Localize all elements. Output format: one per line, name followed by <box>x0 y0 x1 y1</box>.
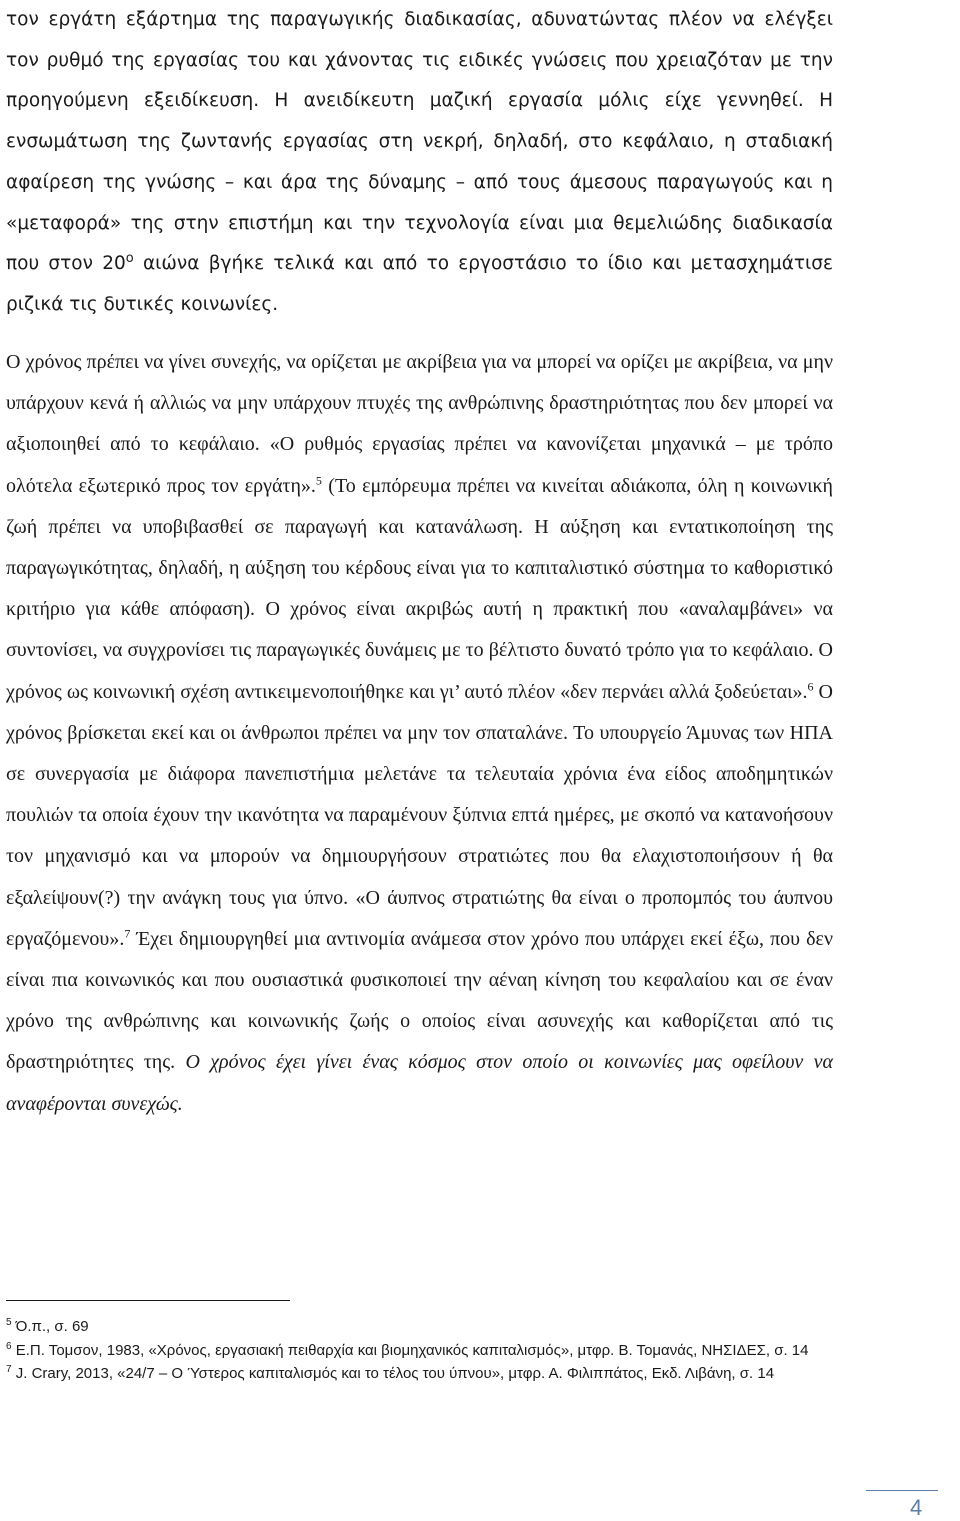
footnote-ref-6[interactable]: 6 <box>807 678 814 693</box>
paragraph-1-line-2: τον ρυθμό της εργασίας του και χάνοντας τις ειδικές γνώσεις που χρειαζόταν με την <box>6 49 833 71</box>
footnote-5 <box>6 1315 833 1339</box>
footnote-7 <box>6 1362 833 1386</box>
footnote-number-7: 7 <box>6 1364 12 1375</box>
footnote-text-5: Ό.π., σ. 69 <box>11 1318 89 1335</box>
footnotes <box>6 1315 833 1386</box>
paragraph-1-line-1: τον εργάτη εξάρτημα της παραγωγικής διαδικασίας, αδυνατώντας πλέον να ελέγξει <box>6 9 833 30</box>
footnote-number-5: 5 <box>6 1317 12 1328</box>
paragraph-1-line-7-end: αιώνα βγήκε τελικά και από το εργοστάσιο το ίδιο και μετασχημάτισε <box>133 253 834 275</box>
footnote-ref-7[interactable]: 7 <box>124 926 131 941</box>
paragraph-2-italic-end: Ο χρόνος έχει γίνει ένας κόσμος στον οποίο οι κοινωνίες μας οφείλουν να αναφέρονται συνεχώς. <box>6 1051 833 1115</box>
paragraph-1-line-8: ριζικά τις δυτικές κοινωνίες. <box>6 293 279 315</box>
page-number: 4 <box>910 1495 923 1520</box>
footnote-ref-5[interactable]: 5 <box>315 472 322 487</box>
paragraph-1-line-7-start: που στον 20 <box>6 253 126 275</box>
paragraph-2-part-4: Έχει δημιουργηθεί μια αντινομία ανάμεσα στον χρόνο που υπάρχει εκεί έξω, που δεν είναι πια κοινωνικός και που ουσιαστικά φυσικοποιεί την αέναη κίνηση του κεφαλαίου και σε έναν χρόνο της ανθρώπινης και κοινωνικής ζωής ο οποίος είναι ασυνεχής και καθορίζεται από τις δραστηριότητες της. <box>6 927 833 1074</box>
paragraph-1 <box>6 0 833 326</box>
paragraph-2-part-1: Ο χρόνος πρέπει να γίνει συνεχής, να ορίζεται με ακρίβεια για να μπορεί να ορίζει με ακρίβεια, να μην υπάρχουν κενά ή αλλιώς να μην υπάρχουν πτυχές της ανθρώπινης δραστηριότητας που δεν μπορεί να αξιοποιηθεί από το κεφάλαιο. «Ο ρυθμός εργασίας πρέπει να κανονίζεται μηχανικά – με τρόπο ολότελα εξωτερικό προς τον εργάτη». <box>6 351 833 497</box>
page-number-rule <box>866 1490 938 1491</box>
paragraph-2-part-2: (Το εμπόρευμα πρέπει να κινείται αδιάκοπα, όλη η κοινωνική ζωή πρέπει να υποβιβασθεί σε παραγωγή και κατανάλωση. Η αύξηση και εντατικοποίηση της παραγωγικότητας, δηλαδή, η αύξηση του κέρδους είναι για το καπιταλιστικό σύστημα το καθοριστικό κριτήριο για κάθε απόφαση). Ο χρόνος είναι ακριβώς αυτή η πρακτική που «αναλαμβάνει» να συντονίσει, να συγχρονίσει τις παραγωγικές δυνάμεις με το βέλτιστο δυνατό τρόπο για το κεφάλαιο. Ο χρόνος ως κοινωνική σχέση αντικειμενοποιήθηκε και γι’ αυτό πλέον «δεν περνάει αλλά ξοδεύεται». <box>6 474 833 703</box>
paragraph-2 <box>6 342 833 1125</box>
footnote-text-7: J. Crary, 2013, «24/7 – Ο Ύστερος καπιταλισμός και το τέλος του ύπνου», μτφρ. Α. Φιλιππάτος, Εκδ. Λιβάνη, σ. 14 <box>11 1365 775 1382</box>
paragraph-2-part-3: Ο χρόνος βρίσκεται εκεί και οι άνθρωποι πρέπει να μην τον σπαταλάνε. Το υπουργείο Άμυνας των ΗΠΑ σε συνεργασία με διάφορα πανεπιστήμια μελετάνε τα τελευταία χρόνια ένα είδος αποδημητικών πουλιών τα οποία έχουν την ικανότητα να παραμένουν ξύπνια επτά ημέρες, με σκοπό να κατανοήσουν τον μηχανισμό και να μπορούν να δημιουργήσουν στρατιώτες που θα ελαχιστοποιήσουν ή θα εξαλείψουν(?) την ανάγκη τους για ύπνο. «Ο άυπνος στρατιώτης θα είναι ο προπομπός του άυπνου εργαζόμενου». <box>6 680 833 950</box>
footnote-number-6: 6 <box>6 1340 12 1352</box>
footnote-separator <box>6 1300 290 1301</box>
paragraph-1-line-6: «μεταφορά» της στην επιστήμη και την τεχνολογία είναι μια θεμελιώδης διαδικασία <box>6 212 833 234</box>
paragraph-1-line-4: ενσωμάτωση της ζωντανής εργασίας στη νεκρή, δηλαδή, στο κεφάλαιο, η σταδιακή <box>6 131 833 153</box>
paragraph-1-line-3: προηγούμενη εξειδίκευση. Η ανειδίκευτη μαζική εργασία μόλις είχε γεννηθεί. Η <box>6 90 833 112</box>
ordinal-superscript: ο <box>125 251 134 267</box>
footnote-6 <box>6 1339 833 1363</box>
footnote-text-6: Ε.Π. Τομσον, 1983, «Χρόνος, εργασιακή πειθαρχία και βιομηχανικός καπιταλισμός», μτφρ. Β. Τομανάς, ΝΗΣΙΔΕΣ, σ. 14 <box>11 1341 809 1359</box>
paragraph-1-line-5: αφαίρεση της γνώσης – και άρα της δύναμης – από τους άμεσους παραγωγούς και η <box>6 171 833 193</box>
